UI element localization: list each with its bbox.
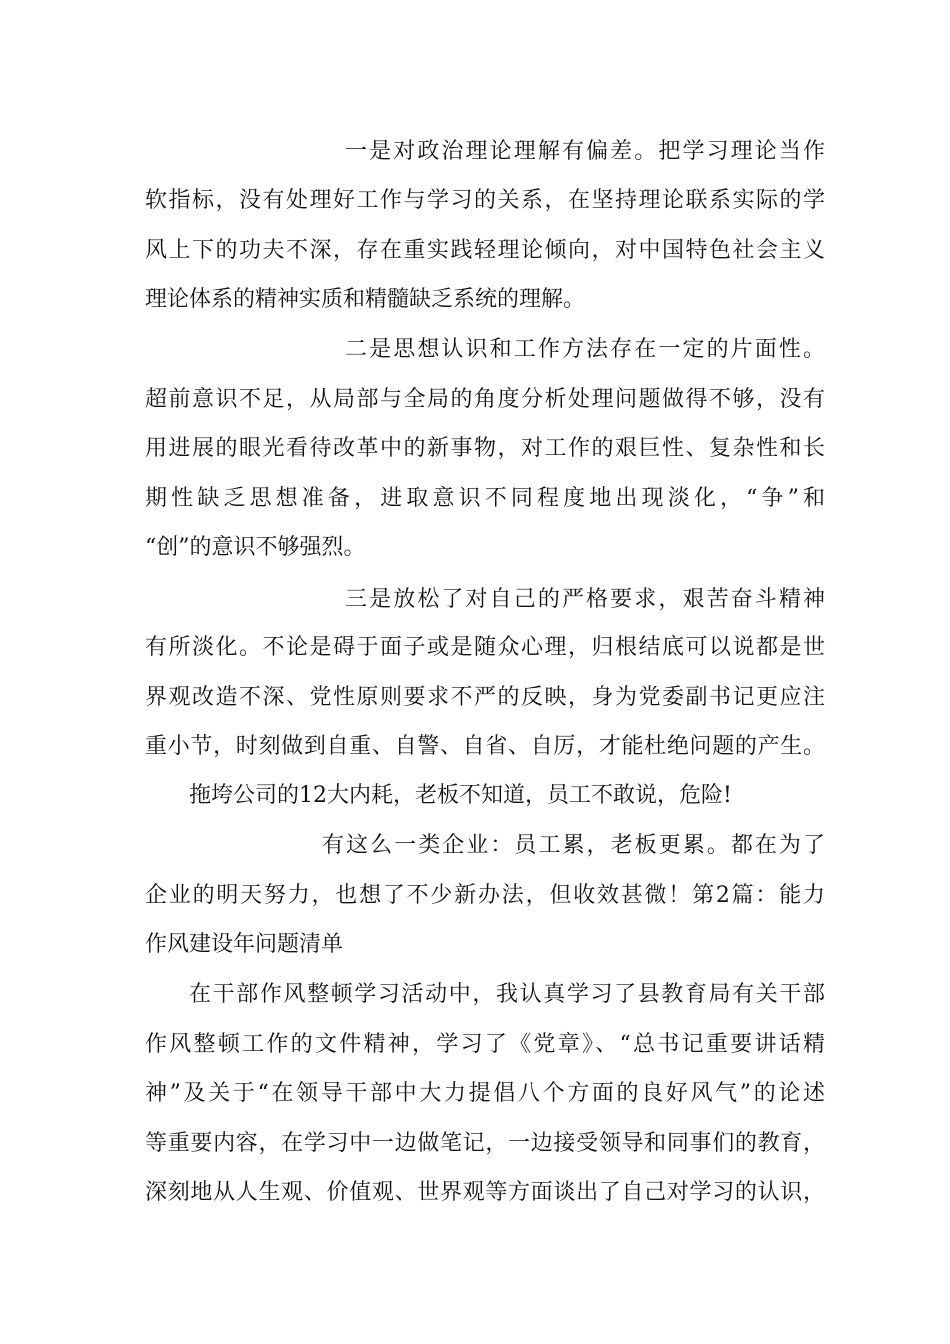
paragraph-6-line-4: 等重要内容，在学习中一边做笔记，一边接受领导和同事们的教育， — [145, 1131, 825, 1156]
paragraph-1-line-4: 理论体系的精神实质和精髓缺乏系统的理解。 — [145, 287, 586, 312]
paragraph-4-line-1: 拖垮公司的12大内耗，老板不知道，员工不敢说，危险! — [189, 783, 732, 808]
paragraph-1-line-1: 一是对政治理论理解有偏差。把学习理论当作 — [345, 139, 825, 164]
paragraph-3-line-1: 三是放松了对自己的严格要求，艰苦奋斗精神 — [345, 587, 825, 612]
paragraph-2-line-1: 二是思想认识和工作方法存在一定的片面性。 — [345, 337, 825, 362]
paragraph-3-line-2: 有所淡化。不论是碍于面子或是随众心理，归根结底可以说都是世 — [145, 635, 825, 660]
paragraph-6-line-5: 深刻地从人生观、价值观、世界观等方面谈出了自己对学习的认识， — [145, 1180, 825, 1205]
paragraph-1-line-3: 风上下的功夫不深，存在重实践轻理论倾向，对中国特色社会主义 — [145, 238, 825, 263]
paragraph-3-line-4: 重小节，时刻做到自重、自警、自省、自厉，才能杜绝问题的产生。 — [145, 734, 825, 759]
paragraph-2-line-3: 用进展的眼光看待改革中的新事物，对工作的艰巨性、复杂性和长 — [145, 436, 825, 461]
paragraph-2-line-5: “创”的意识不够强烈。 — [145, 535, 366, 560]
paragraph-2-line-4: 期性缺乏思想准备，进取意识不同程度地出现淡化，“争”和 — [145, 486, 825, 511]
paragraph-3-line-3: 界观改造不深、党性原则要求不严的反映，身为党委副书记更应注 — [145, 685, 825, 710]
paragraph-5-line-1: 有这么一类企业：员工累，老板更累。都在为了 — [322, 833, 825, 858]
paragraph-6-line-2: 作风整顿工作的文件精神，学习了《党章》、“总书记重要讲话精 — [145, 1032, 825, 1057]
paragraph-6-line-3: 神”及关于“在领导干部中大力提倡八个方面的良好风气”的论述 — [145, 1081, 825, 1106]
paragraph-5-line-3: 作风建设年问题清单 — [145, 932, 344, 957]
paragraph-2-line-2: 超前意识不足，从局部与全局的角度分析处理问题做得不够，没有 — [145, 387, 825, 412]
paragraph-5-line-2: 企业的明天努力，也想了不少新办法，但收效甚微！第2篇：能力 — [145, 883, 825, 908]
paragraph-1-line-2: 软指标，没有处理好工作与学习的关系，在坚持理论联系实际的学 — [145, 188, 825, 213]
paragraph-6-line-1: 在干部作风整顿学习活动中，我认真学习了县教育局有关干部 — [189, 982, 825, 1007]
